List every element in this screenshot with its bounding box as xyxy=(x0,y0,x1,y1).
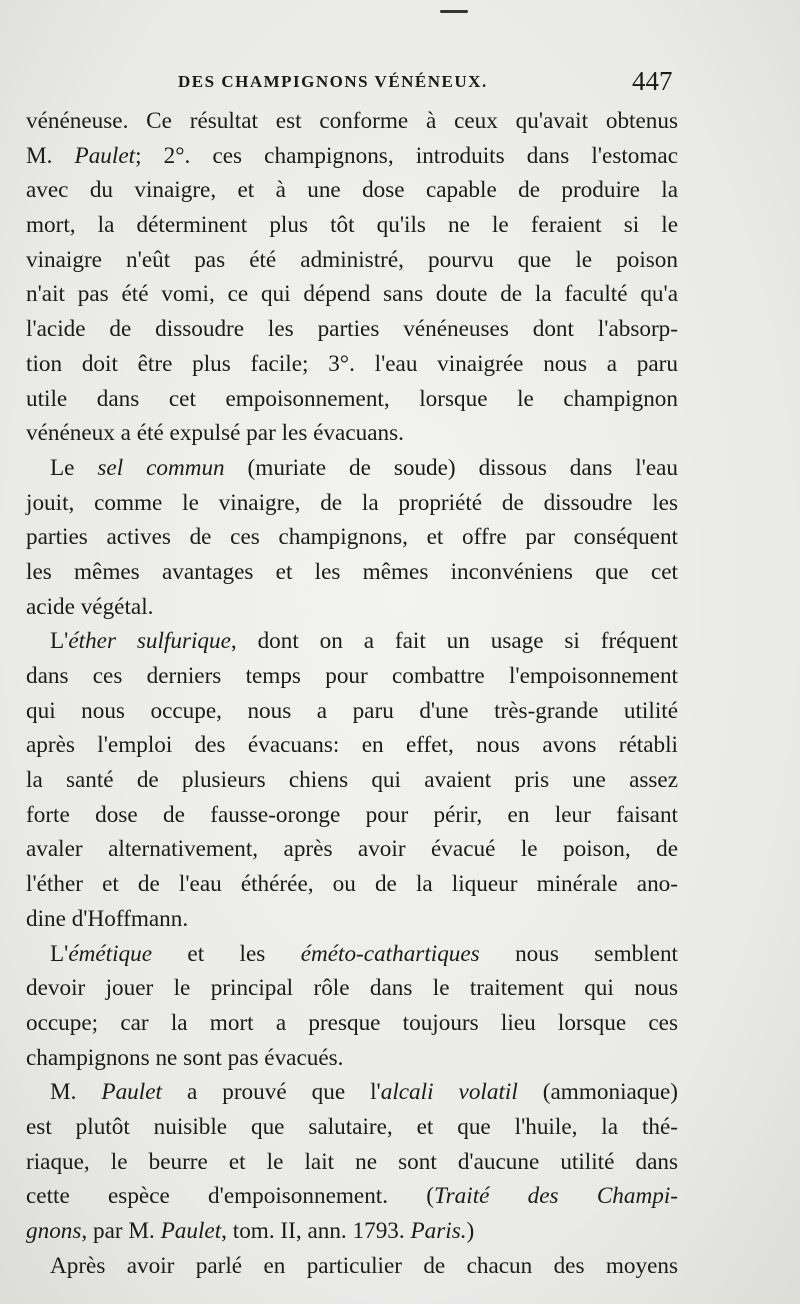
text-run: les mêmes avantages et les mêmes inconvéniens que cet xyxy=(26,558,678,585)
text-run: n'ait pas été vomi, ce qui dépend sans doute de la faculté qu'a xyxy=(26,281,678,308)
text-line xyxy=(26,382,678,417)
text-line xyxy=(26,832,678,867)
text-run: M. xyxy=(50,1079,102,1106)
text-run: devoir jouer le principal rôle dans le traitement qui nous xyxy=(26,975,678,1002)
italic-run: émétique xyxy=(68,940,153,967)
text-run: avaler alternativement, après avoir évacué le poison, de xyxy=(26,836,678,863)
italic-run: éméto-cathartiques xyxy=(300,940,480,967)
text-run: a prouvé que l' xyxy=(161,1079,381,1106)
text-line xyxy=(26,347,678,382)
text-run: acide végétal. xyxy=(26,593,154,620)
text-run: M. xyxy=(26,142,75,169)
text-run: avec du vinaigre, et à une dose capable de produire la xyxy=(26,177,678,204)
text-run: vinaigre n'eût pas été administré, pourvu que le poison xyxy=(26,246,678,273)
text-run: , dont on a fait un usage si fréquent xyxy=(230,628,678,655)
italic-run: Paulet xyxy=(74,142,136,169)
text-line xyxy=(26,1075,678,1110)
text-run: cette espèce d'empoisonnement. ( xyxy=(26,1183,435,1210)
text-line xyxy=(26,867,678,902)
text-run: champignons ne sont pas évacués. xyxy=(26,1044,344,1071)
text-line xyxy=(26,728,678,763)
text-line xyxy=(26,902,678,937)
text-run: Le xyxy=(50,454,98,481)
text-run: l'acide de dissoudre les parties vénéneuses dont l'absorp- xyxy=(26,316,678,343)
text-line xyxy=(26,208,678,243)
text-run: dans ces derniers temps pour combattre l'empoisonnement xyxy=(26,663,678,689)
italic-run: sel commun xyxy=(97,454,225,481)
text-line xyxy=(26,694,678,729)
text-run: utile dans cet empoisonnement, lorsque le champignon xyxy=(26,385,678,412)
text-line xyxy=(26,104,678,139)
running-title: DES CHAMPIGNONS VÉNÉNEUX. xyxy=(178,72,488,91)
text-line xyxy=(26,1006,678,1041)
text-line xyxy=(26,173,678,208)
text-run: dine d'Hoffmann. xyxy=(26,905,189,932)
text-run: nous semblent xyxy=(479,940,678,967)
text-run: est plutôt nuisible que salutaire, et que l'huile, la thé- xyxy=(26,1113,678,1140)
text-run: L' xyxy=(50,628,69,655)
text-line xyxy=(26,1249,678,1284)
italic-run: gnons xyxy=(26,1218,82,1244)
text-line xyxy=(26,798,678,833)
text-run: L' xyxy=(50,940,69,967)
italic-run: éther sulfurique xyxy=(68,628,231,655)
text-line xyxy=(26,451,678,486)
text-line xyxy=(26,937,678,972)
text-run: , tom. II, ann. 1793. xyxy=(221,1218,411,1244)
text-line xyxy=(26,1214,678,1249)
text-run: qui nous occupe, nous a paru d'une très-grande utilité xyxy=(26,697,678,724)
text-run: ; 2°. ces champignons, introduits dans l'estomac xyxy=(135,142,678,169)
text-run: l'éther et de l'eau éthérée, ou de la liqueur minérale ano- xyxy=(26,871,678,898)
text-line xyxy=(26,416,678,451)
text-line xyxy=(26,590,678,625)
text-run: la santé de plusieurs chiens qui avaient pris une assez xyxy=(26,767,678,794)
text-line xyxy=(26,659,678,694)
italic-run: alcali volatil xyxy=(380,1079,518,1106)
text-line xyxy=(26,971,678,1006)
text-run: (muriate de soude) dissous dans l'eau xyxy=(224,454,678,481)
text-line xyxy=(26,763,678,798)
text-run: , par M. xyxy=(81,1218,161,1244)
italic-run: Paulet xyxy=(160,1218,222,1244)
text-line xyxy=(26,1179,678,1214)
body-text xyxy=(26,104,678,1283)
italic-run: Paulet xyxy=(101,1079,162,1106)
top-mark xyxy=(440,10,468,13)
text-run: tion doit être plus facile; 3°. l'eau vinaigrée nous a paru xyxy=(26,350,678,377)
text-line xyxy=(26,277,678,312)
text-run: riaque, le beurre et le lait ne sont d'aucune utilité dans xyxy=(26,1148,678,1175)
text-run: forte dose de fausse-oronge pour périr, en leur faisant xyxy=(26,801,678,828)
italic-run: Paris. xyxy=(410,1218,467,1244)
text-run: occupe; car la mort a presque toujours lieu lorsque ces xyxy=(26,1009,678,1036)
text-run: vénéneux a été expulsé par les évacuans. xyxy=(26,420,404,447)
text-line xyxy=(26,312,678,347)
text-run: vénéneuse. Ce résultat est conforme à ceux qu'avait obtenus xyxy=(26,108,678,134)
text-run: Après avoir parlé en particulier de chacun des moyens xyxy=(50,1252,678,1279)
page-number: 447 xyxy=(632,66,673,96)
text-line xyxy=(26,139,678,174)
text-line xyxy=(26,486,678,521)
text-line xyxy=(26,555,678,590)
text-line xyxy=(26,1145,678,1180)
text-run: parties actives de ces champignons, et offre par conséquent xyxy=(26,524,678,551)
text-line xyxy=(26,243,678,278)
text-run: après l'emploi des évacuans: en effet, nous avons rétabli xyxy=(26,732,678,759)
text-run: et les xyxy=(152,940,301,967)
text-line xyxy=(26,624,678,659)
text-run: ) xyxy=(466,1218,475,1244)
italic-run: Traité des Champi- xyxy=(434,1183,678,1210)
text-line xyxy=(26,1110,678,1145)
text-line xyxy=(26,520,678,555)
text-run: mort, la déterminent plus tôt qu'ils ne le feraient si le xyxy=(26,212,678,239)
text-run: jouit, comme le vinaigre, de la propriété de dissoudre les xyxy=(26,489,678,516)
text-line xyxy=(26,1041,678,1076)
text-run: (ammoniaque) xyxy=(517,1079,679,1106)
